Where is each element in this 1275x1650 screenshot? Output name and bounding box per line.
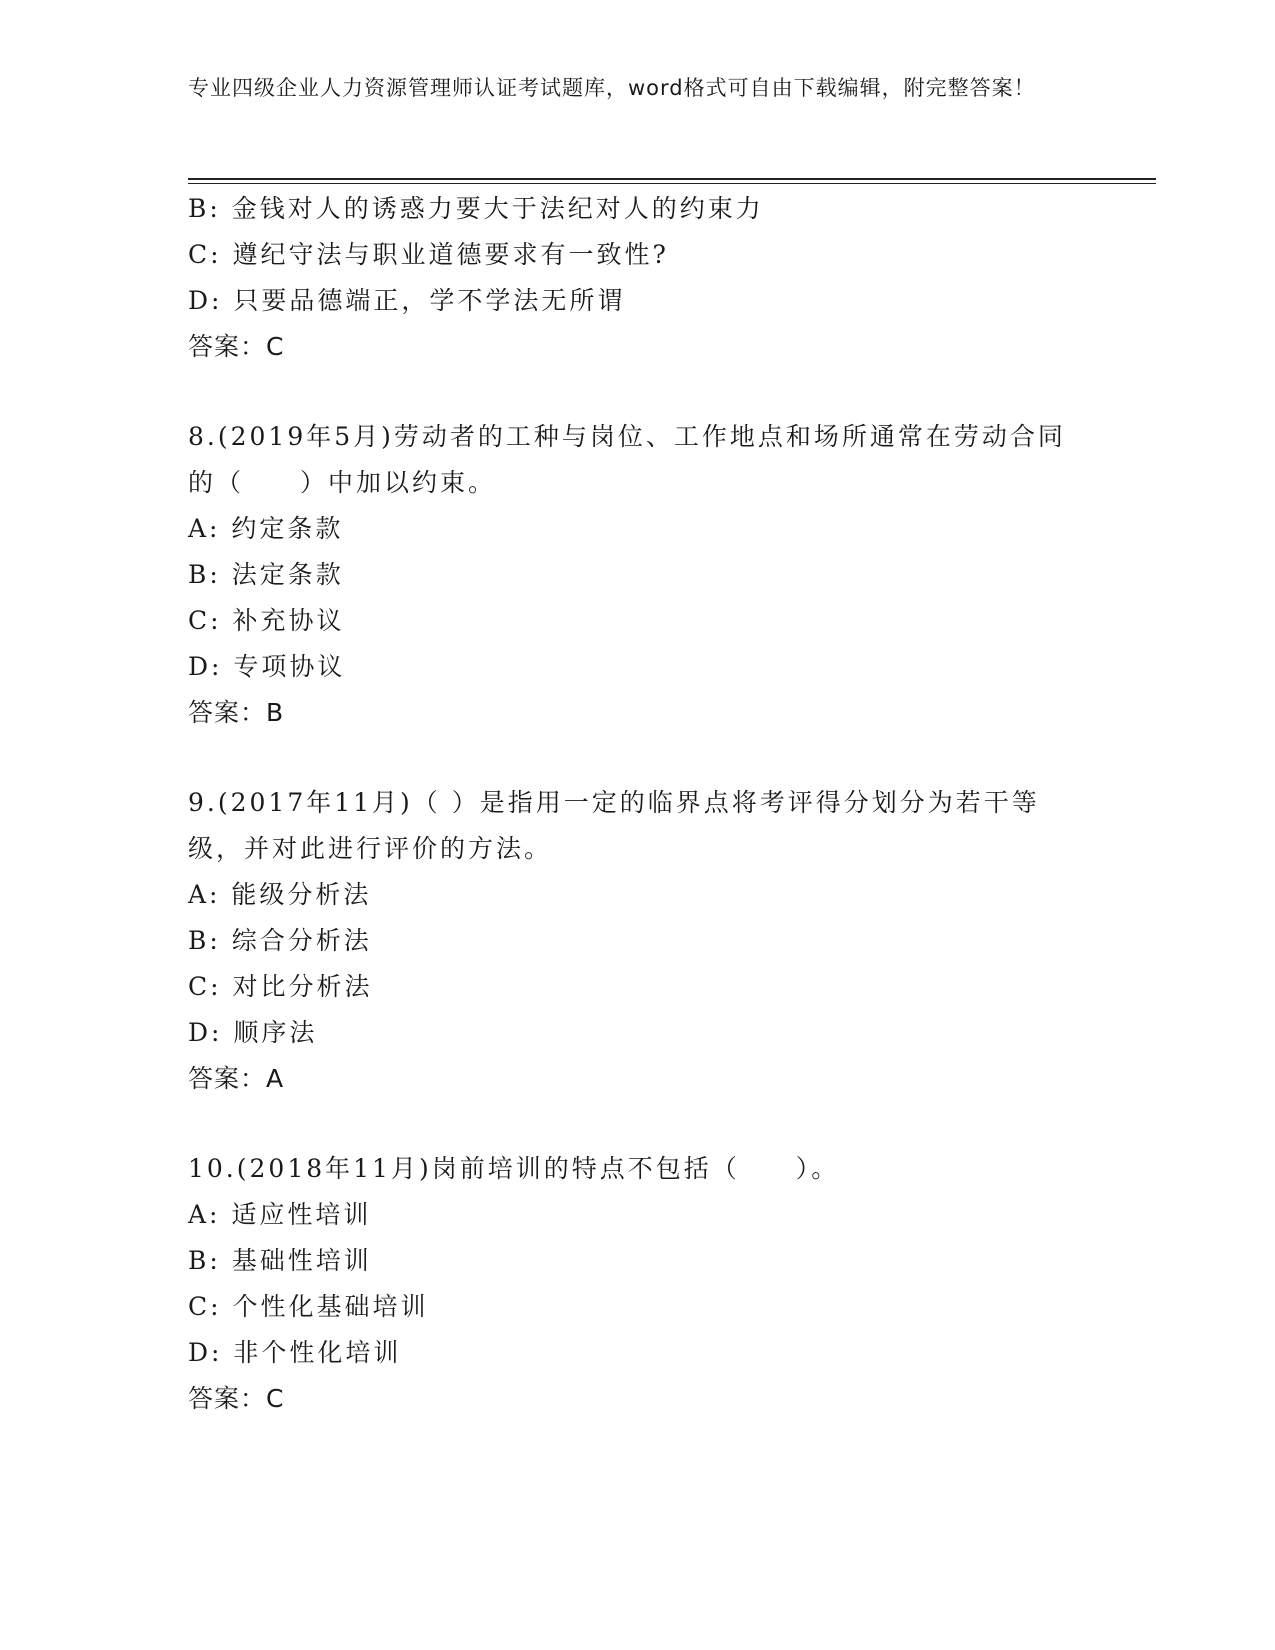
option-a: A: 约定条款 xyxy=(188,514,344,543)
option-d: D: 顺序法 xyxy=(188,1018,318,1047)
option-b: B: 基础性培训 xyxy=(188,1246,372,1275)
header-rule-thin xyxy=(188,183,1156,184)
document-header: 专业四级企业人力资源管理师认证考试题库，word格式可自由下载编辑，附完整答案！ xyxy=(188,76,1036,100)
option-d: D: 只要品德端正，学不学法无所谓 xyxy=(188,286,626,315)
option-a: A: 能级分析法 xyxy=(188,880,372,909)
option-c: C: 对比分析法 xyxy=(188,972,373,1001)
question-8 xyxy=(188,414,1108,736)
question-9 xyxy=(188,780,1108,1102)
header-rule-thick xyxy=(188,178,1156,180)
option-c: C: 个性化基础培训 xyxy=(188,1292,429,1321)
answer-line: 答案：C xyxy=(188,1384,285,1413)
option-b: B: 法定条款 xyxy=(188,560,344,589)
answer-line: 答案：A xyxy=(188,1064,285,1093)
question-10 xyxy=(188,1146,1108,1422)
option-a: A: 适应性培训 xyxy=(188,1200,372,1229)
question-stem: 8.(2019年5月)劳动者的工种与岗位、工作地点和场所通常在劳动合同的（ ）中加以约束。 xyxy=(188,422,1066,497)
carryover-block xyxy=(188,186,1108,370)
option-d: D: 非个性化培训 xyxy=(188,1338,402,1367)
question-content xyxy=(188,186,1108,1422)
option-b: B: 综合分析法 xyxy=(188,926,372,955)
answer-line: 答案：B xyxy=(188,698,285,727)
option-c: C: 补充协议 xyxy=(188,606,345,635)
option-b: B: 金钱对人的诱惑力要大于法纪对人的约束力 xyxy=(188,194,764,223)
question-stem: 10.(2018年11月)岗前培训的特点不包括（ ）。 xyxy=(188,1154,840,1183)
answer-line: 答案：C xyxy=(188,332,285,361)
option-c: C: 遵纪守法与职业道德要求有一致性? xyxy=(188,240,669,269)
option-d: D: 专项协议 xyxy=(188,652,346,681)
question-stem: 9.(2017年11月)（ ）是指用一定的临界点将考评得分划分为若干等级，并对此进行评价的方法。 xyxy=(188,788,1040,863)
